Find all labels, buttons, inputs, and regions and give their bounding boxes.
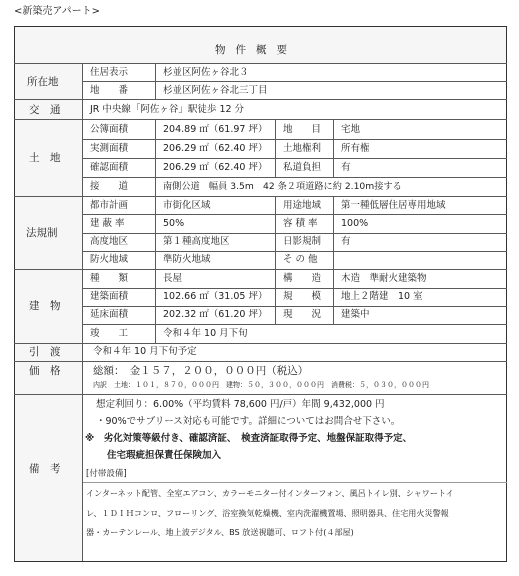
transport-heading: 交 通 — [29, 104, 61, 116]
actual-area-value: 206.29 ㎡（62.40 坪） — [163, 143, 268, 154]
location-heading: 所在地 — [27, 76, 59, 88]
structure-label: 構 造 — [283, 273, 322, 284]
equipment-line-1: インターネット配管、全室エアコン、カラーモニター付インターフォン、風呂トイレ別、シャワートイ — [86, 488, 454, 498]
status-value: 建築中 — [341, 309, 370, 320]
status-label: 現 況 — [283, 309, 322, 320]
page-caption: <新築売アパート> — [14, 6, 100, 17]
city-plan-label: 都市計画 — [90, 200, 129, 211]
far-value: 100% — [341, 218, 369, 229]
delivery-heading: 引 渡 — [29, 346, 61, 358]
equipment-line-3: 器・カーテンレール、地上波デジタル、BS 放送視聴可、ロフト付(４部屋) — [86, 527, 354, 537]
confirmed-area-value: 206.29 ㎡（62.40 坪） — [163, 162, 268, 173]
guarantee-line-1: ※ 劣化対策等級付き、確認済証、 検査済証取得予定、地盤保証取得予定、 — [85, 433, 413, 444]
total-floor-label: 延床面積 — [90, 309, 129, 320]
public-area-value: 204.89 ㎡（61.97 坪） — [163, 124, 268, 135]
building-type-label: 種 類 — [90, 273, 129, 284]
land-rights-value: 所有権 — [341, 143, 370, 154]
scale-value: 地上２階建 10 室 — [341, 291, 423, 302]
zoning-value: 第一種低層住居専用地域 — [341, 200, 446, 211]
confirmed-area-label: 確認面積 — [90, 162, 129, 173]
height-district-label: 高度地区 — [90, 236, 129, 247]
other-label: そ の 他 — [283, 254, 318, 265]
zoning-label: 用途地域 — [283, 200, 322, 211]
access-value: 南側公道 幅員 3.5m 42 条２項道路に約 2.10m接する — [163, 181, 402, 192]
price-heading: 価 格 — [29, 365, 61, 377]
far-label: 容 積 率 — [283, 218, 318, 229]
building-type-value: 長屋 — [163, 273, 183, 284]
private-road-value: 有 — [341, 162, 351, 173]
fire-zone-label: 防火地域 — [90, 254, 129, 265]
scale-label: 規 模 — [283, 291, 322, 302]
fire-zone-value: 準防火地域 — [163, 254, 211, 265]
remarks-heading: 備 考 — [29, 463, 61, 475]
land-category-value: 宅地 — [341, 124, 361, 135]
structure-value: 木造 準耐火建築物 — [341, 273, 427, 284]
transport-value: JR 中央線「阿佐ヶ谷」駅徒歩 12 分 — [90, 104, 245, 115]
yield-text: 想定利回り：6.00%（平均賃料 78,600 円/戸）年間 9,432,000 円 — [96, 399, 385, 410]
equipment-line-2: レ、１ＤＩＨコンロ、フローリング、浴室換気乾燥機、室内洗濯機置場、照明器具、住宅用火災警報 — [86, 508, 449, 518]
land-rights-label: 土地権利 — [283, 143, 322, 154]
land-category-label: 地 目 — [283, 124, 322, 135]
lot-label: 地 番 — [90, 85, 129, 96]
public-area-label: 公簿面積 — [90, 124, 129, 135]
access-label: 接 道 — [90, 181, 129, 192]
private-road-label: 私道負担 — [283, 162, 322, 173]
equipment-heading: [付帯設備] — [86, 469, 127, 479]
sublease-text: ・90%でサブリース対応も可能です。詳細についてはお問合せ下さい。 — [96, 416, 401, 427]
completion-value: 令和４年 10 月下旬 — [163, 328, 248, 339]
city-plan-value: 市街化区域 — [163, 200, 211, 211]
actual-area-label: 実測面積 — [90, 143, 129, 154]
total-floor-value: 202.32 ㎡（61.20 坪） — [163, 309, 268, 320]
page-title: 物件概要 — [215, 44, 297, 56]
coverage-label: 建 蔽 率 — [90, 218, 125, 229]
coverage-value: 50% — [163, 218, 185, 229]
floor-area-value: 102.66 ㎡（31.05 坪） — [163, 291, 268, 302]
height-district-value: 第１種高度地区 — [163, 236, 230, 247]
lot-value: 杉並区阿佐ヶ谷北三丁目 — [163, 85, 268, 96]
floor-area-label: 建築面積 — [90, 291, 129, 302]
heading-column — [15, 63, 82, 561]
land-heading: 土 地 — [29, 152, 61, 164]
completion-label: 竣 工 — [90, 328, 129, 339]
shadow-label: 日影規制 — [283, 236, 322, 247]
address-label: 住居表示 — [90, 67, 129, 78]
regulations-heading: 法規制 — [26, 227, 58, 239]
price-total: 総額： 金１５７，２００，０００円（税込） — [93, 365, 309, 377]
address-value: 杉並区阿佐ヶ谷北３ — [163, 67, 249, 78]
guarantee-line-2: 住宅瑕疵担保責任保険加入 — [107, 450, 222, 461]
price-breakdown: 内訳 土地：１０１，８７０，０００円 建物：５０，３００，０００円 消費税：５，０３０，０００円 — [93, 381, 429, 389]
delivery-value: 令和４年 10 月下旬予定 — [93, 346, 197, 357]
building-heading: 建 物 — [29, 300, 61, 312]
shadow-value: 有 — [341, 236, 351, 247]
